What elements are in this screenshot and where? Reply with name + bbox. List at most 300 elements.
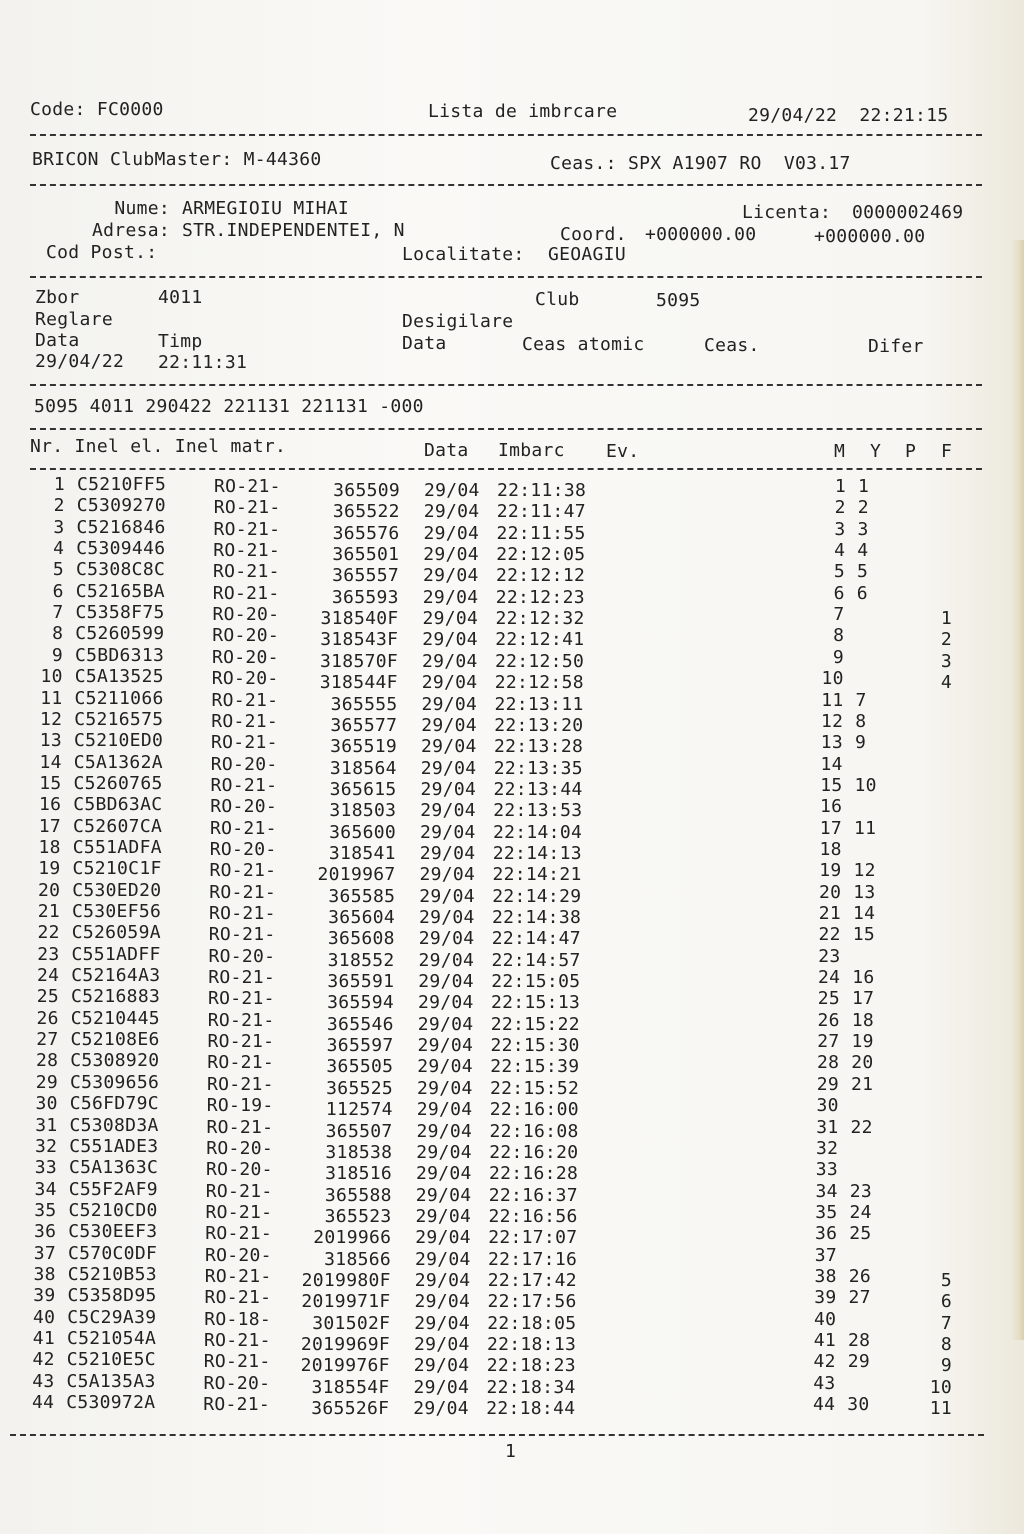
row-ring-series: RO-21- [204,1265,272,1287]
row-m: 22 [818,924,841,946]
divider [30,134,982,136]
row-ring-series: RO-21- [206,1116,274,1138]
difer-label: Difer [868,336,924,357]
row-nr: 18 [38,836,61,858]
row-ring-series: RO-20- [208,945,276,967]
row-date: 29/04 [421,714,477,736]
row-nr: 9 [51,644,63,666]
row-f: 3 [940,650,952,672]
row-m: 5 [833,561,845,583]
row-electronic-ring: C521054A [67,1328,157,1349]
owner-name: ARMEGIOIU MIHAI [182,198,350,219]
row-f: 7 [940,1312,952,1334]
row-electronic-ring: C5BD63AC [73,794,163,816]
row-date: 29/04 [420,821,476,843]
row-ring-series: RO-20- [211,668,279,690]
row-nr: 36 [33,1221,57,1243]
row-ring-number: 365594 [327,992,394,1014]
row-y: 5 [857,561,869,583]
row-ring-series: RO-21- [211,710,279,732]
data-label: Data [35,330,80,351]
row-date: 29/04 [418,992,474,1014]
row-nr: 44 [31,1392,55,1414]
row-y: 30 [847,1394,870,1416]
row-date: 29/04 [419,842,476,864]
row-m: 33 [815,1159,838,1181]
row-date: 29/04 [421,736,477,758]
row-ring-series: RO-21- [213,497,281,519]
row-y: 14 [853,903,876,924]
row-time: 22:16:37 [488,1184,578,1206]
row-m: 28 [816,1052,840,1074]
row-electronic-ring: C5BD6313 [75,644,165,666]
row-time: 22:15:05 [491,971,581,993]
row-m: 44 [812,1394,836,1416]
row-ring-number: 365591 [327,971,395,993]
row-nr: 10 [40,666,63,688]
row-nr: 24 [36,965,60,987]
row-y: 10 [854,774,877,796]
row-ring-series: RO-20- [206,1159,273,1181]
row-ring-number: 365597 [326,1035,394,1057]
row-date: 29/04 [419,885,475,907]
row-y: 28 [848,1330,871,1351]
row-date: 29/04 [413,1376,470,1398]
row-nr: 2 [53,495,65,517]
row-ring-series: RO-21- [208,988,275,1010]
row-electronic-ring: C5309270 [76,495,166,517]
row-electronic-ring: C5308920 [70,1050,160,1072]
row-time: 22:17:16 [488,1248,578,1270]
row-y: 1 [858,476,870,497]
row-nr: 1 [53,474,65,495]
row-time: 22:16:20 [489,1141,579,1163]
row-time: 22:14:29 [492,885,582,907]
row-m: 23 [818,945,841,967]
row-ring-series: RO-20- [210,796,278,818]
row-date: 29/04 [418,949,475,971]
zbor-label: Zbor [35,287,80,308]
row-electronic-ring: C530EF56 [72,901,162,922]
postcode-label: Cod Post.: [46,242,158,263]
row-nr: 6 [52,580,64,602]
row-time: 22:11:47 [496,501,586,523]
row-nr: 33 [34,1157,57,1179]
row-electronic-ring: C526059A [71,922,161,944]
reglare-time: 22:11:31 [158,352,248,373]
row-nr: 32 [34,1135,58,1157]
name-label: Nume: [114,198,170,219]
row-m: 31 [816,1116,839,1138]
row-time: 22:16:56 [488,1205,578,1227]
row-time: 22:14:21 [492,864,582,886]
row-ring-number: 365501 [332,544,400,566]
row-ring-number: 2019976F [300,1355,390,1377]
row-ring-series: RO-21- [211,689,279,711]
row-electronic-ring: C52164A3 [71,965,161,987]
row-ring-series: RO-21- [209,881,277,903]
row-y: 7 [855,689,867,711]
row-ring-number: 365555 [330,693,398,715]
row-ring-series: RO-21- [207,1031,275,1053]
row-date: 29/04 [422,650,478,672]
row-f: 8 [940,1334,952,1355]
row-ring-series: RO-20- [212,646,279,668]
row-m: 24 [817,967,841,989]
row-ring-series: RO-21- [205,1180,273,1202]
row-ring-series: RO-21- [213,561,280,583]
row-nr: 21 [37,901,60,922]
reglare-date: 29/04/22 [35,351,125,372]
report-title: Lista de imbrcare [428,101,618,122]
row-m: 40 [813,1308,837,1330]
row-electronic-ring: C530ED20 [72,879,162,901]
row-ring-series: RO-18- [204,1308,272,1330]
row-time: 22:13:35 [493,757,583,779]
row-y: 20 [851,1052,874,1074]
row-date: 29/04 [415,1227,471,1249]
row-ring-number: 365525 [326,1077,393,1099]
row-m: 43 [813,1372,836,1394]
row-ring-number: 2019966 [313,1227,392,1249]
owner-address: STR.INDEPENDENTEI, N [182,220,405,241]
row-ring-series: RO-21- [209,860,277,882]
row-nr: 25 [36,986,59,1008]
row-nr: 13 [39,730,62,752]
row-m: 9 [832,646,844,668]
row-y: 24 [849,1201,872,1223]
row-date: 29/04 [419,864,476,886]
row-f: 9 [940,1355,952,1377]
row-ring-number: 318570F [320,650,398,672]
row-nr: 7 [52,602,64,624]
row-m: 25 [817,988,840,1010]
row-m: 15 [820,774,843,796]
row-date: 29/04 [417,1077,473,1099]
row-date: 29/04 [416,1163,472,1185]
row-electronic-ring: C52108E6 [70,1029,160,1051]
row-y: 11 [854,817,877,839]
row-y: 6 [856,582,868,604]
ceas-label: Ceas. [704,335,760,356]
row-ring-number: 318516 [325,1163,392,1185]
row-time: 22:14:38 [492,907,582,928]
row-date: 29/04 [422,608,479,630]
row-time: 22:13:53 [493,800,583,822]
row-electronic-ring: C55F2AF9 [68,1178,158,1200]
row-m: 13 [820,732,843,754]
row-electronic-ring: C5216883 [71,986,161,1008]
row-nr: 31 [35,1114,58,1136]
row-electronic-ring: C5210ED0 [74,730,164,752]
row-m: 38 [814,1265,837,1287]
row-time: 22:14:57 [491,949,581,971]
row-nr: 20 [37,879,61,901]
row-nr: 14 [39,751,62,773]
row-ring-number: 365505 [326,1056,394,1078]
row-ring-number: 318543F [320,629,399,651]
row-m: 14 [820,753,843,775]
row-m: 3 [834,518,846,540]
row-y: 26 [848,1265,872,1287]
clock-info: Ceas.: SPX A1907 RO V03.17 [550,153,851,174]
coord-y: +000000.00 [814,226,926,247]
row-m: 30 [816,1095,839,1117]
row-nr: 27 [36,1029,59,1051]
row-time: 22:15:39 [490,1056,580,1078]
row-date: 29/04 [422,629,478,651]
address-label: Adresa: [92,220,170,241]
row-f: 5 [940,1269,952,1291]
row-nr: 29 [35,1071,58,1093]
row-time: 22:18:13 [487,1334,577,1355]
row-electronic-ring: C5210B53 [67,1263,157,1285]
row-m: 1 [834,476,846,497]
row-ring-series: RO-20- [210,753,278,775]
row-nr: 15 [39,772,62,794]
row-ring-series: RO-20- [212,625,280,647]
row-m: 7 [833,604,845,626]
col-data: Data [424,440,469,461]
row-ring-series: RO-20- [212,604,280,626]
row-f: 6 [940,1291,952,1313]
row-time: 22:18:34 [486,1376,576,1398]
row-nr: 37 [33,1242,56,1264]
row-time: 22:13:11 [494,693,584,715]
row-date: 29/04 [420,800,476,822]
row-ring-number: 318538 [325,1141,393,1163]
club-label: Club [535,289,580,310]
row-time: 22:18:05 [487,1312,577,1334]
row-m: 17 [819,817,842,839]
row-nr: 17 [38,815,61,837]
row-m: 35 [815,1201,838,1223]
row-m: 8 [833,625,845,647]
row-m: 18 [819,838,842,860]
row-electronic-ring: C5309446 [76,538,166,560]
row-electronic-ring: C5260599 [75,623,165,645]
row-date: 29/04 [417,1035,474,1057]
locality-label: Localitate: [402,244,525,265]
licence-number: 0000002469 [852,202,964,223]
row-y: 27 [848,1287,871,1309]
row-ring-series: RO-20- [206,1137,274,1159]
row-ring-number: 2019980F [301,1269,391,1291]
coord-label: Coord. [560,224,627,245]
row-nr: 34 [34,1178,57,1200]
row-time: 22:17:42 [487,1269,577,1291]
row-time: 22:12:50 [495,650,585,672]
row-ring-number: 112574 [325,1099,393,1121]
row-electronic-ring: C570C0DF [68,1242,158,1264]
row-time: 22:15:30 [490,1035,580,1057]
row-f: 2 [940,629,952,651]
row-date: 29/04 [418,971,474,993]
row-date: 29/04 [413,1398,469,1420]
divider [30,468,982,470]
row-nr: 22 [37,922,60,944]
row-date: 29/04 [420,778,477,800]
row-ring-number: 318554F [311,1376,390,1398]
row-m: 6 [833,582,845,604]
row-electronic-ring: C5358D95 [67,1285,157,1307]
row-electronic-ring: C56FD79C [69,1093,159,1115]
row-ring-series: RO-19- [206,1095,274,1117]
row-ring-number: 365585 [328,885,396,907]
row-m: 21 [818,903,841,924]
row-m: 42 [813,1351,836,1373]
divider [30,184,982,186]
row-ring-series: RO-21- [204,1330,271,1351]
desigilare-data-label: Data [402,333,447,354]
row-f: 1 [940,608,952,630]
row-electronic-ring: C5216575 [74,708,164,730]
row-electronic-ring: C5210E5C [66,1349,156,1371]
row-nr: 30 [35,1093,58,1115]
row-electronic-ring: C530972A [66,1392,156,1414]
row-electronic-ring: C5210445 [70,1007,160,1029]
row-m: 39 [814,1287,837,1309]
report-code: Code: FC0000 [30,99,164,120]
row-date: 29/04 [416,1120,473,1142]
row-ring-number: 365588 [324,1184,392,1206]
row-time: 22:12:58 [494,672,584,694]
row-date: 29/04 [417,1056,473,1078]
row-m: 41 [813,1330,836,1351]
row-date: 29/04 [417,1013,474,1035]
row-ring-series: RO-21- [203,1394,271,1416]
row-time: 22:12:23 [495,586,585,608]
row-electronic-ring: C5A135A3 [66,1370,156,1392]
row-ring-number: 365557 [332,565,399,587]
row-date: 29/04 [421,693,478,715]
row-date: 29/04 [423,501,480,523]
row-date: 29/04 [423,522,480,544]
club-value: 5095 [656,290,701,311]
row-y: 4 [857,540,869,562]
row-electronic-ring: C5358F75 [75,602,165,624]
row-ring-number: 365507 [325,1120,393,1142]
row-ring-number: 365522 [332,501,400,523]
col-y: Y [870,441,882,462]
row-time: 22:13:44 [493,778,583,800]
row-y: 2 [857,497,869,519]
row-ring-series: RO-20- [209,838,277,860]
row-ring-number: 2019969F [300,1334,390,1355]
row-f: 10 [929,1376,952,1398]
row-ring-number: 365593 [331,586,399,608]
row-nr: 23 [37,943,60,965]
row-time: 22:11:38 [497,480,587,501]
row-electronic-ring: C5260765 [73,772,163,794]
row-ring-number: 365523 [324,1205,392,1227]
row-date: 29/04 [424,480,480,501]
paper-edge-shadow [1010,240,1024,1340]
col-imbarc: Imbarc [498,440,565,461]
row-date: 29/04 [414,1312,470,1334]
row-ring-series: RO-20- [205,1244,272,1266]
row-m: 36 [814,1223,838,1245]
row-y: 25 [849,1223,872,1245]
row-y: 13 [853,881,876,903]
locality: GEOAGIU [548,244,626,265]
row-electronic-ring: C551ADFA [72,836,162,858]
row-y: 16 [852,967,875,989]
row-m: 16 [819,796,843,818]
row-ring-series: RO-21- [207,1009,275,1031]
row-nr: 19 [38,858,61,880]
row-ring-series: RO-21- [203,1351,271,1373]
row-time: 22:16:00 [489,1099,579,1121]
col-nr-inel: Nr. Inel el. Inel matr. [30,436,287,457]
row-date: 29/04 [423,544,479,566]
row-time: 22:13:28 [494,736,584,758]
row-time: 22:16:08 [489,1120,579,1142]
row-time: 22:16:28 [489,1163,579,1185]
row-time: 22:12:32 [495,608,585,630]
row-ring-series: RO-21- [213,540,281,562]
row-ring-series: RO-21- [210,817,277,839]
row-ring-number: 365509 [333,480,400,501]
row-ring-number: 365576 [332,522,400,544]
row-y: 23 [849,1180,873,1202]
row-date: 29/04 [413,1355,470,1377]
row-ring-number: 365519 [330,736,397,758]
row-nr: 3 [53,516,65,538]
row-nr: 4 [53,538,65,560]
row-y: 8 [855,710,867,732]
row-time: 22:17:07 [488,1227,578,1249]
row-m: 20 [818,881,842,903]
row-date: 29/04 [420,757,477,779]
row-y: 12 [853,860,876,882]
row-y: 18 [851,1009,875,1031]
row-time: 22:15:52 [490,1077,580,1099]
row-nr: 11 [40,687,63,709]
row-m: 2 [834,497,846,519]
row-ring-series: RO-21- [205,1201,273,1223]
row-m: 19 [819,860,842,882]
row-ring-number: 2019971F [301,1291,391,1313]
row-m: 29 [816,1073,839,1095]
row-date: 29/04 [423,565,479,587]
row-time: 22:17:56 [487,1291,577,1313]
row-date: 29/04 [416,1099,473,1121]
row-ring-number: 365600 [329,821,396,843]
row-time: 22:15:13 [491,992,581,1014]
col-p: P [905,441,917,462]
row-time: 22:14:47 [491,928,581,950]
row-nr: 43 [32,1370,55,1392]
row-time: 22:18:23 [486,1355,576,1377]
row-ring-series: RO-20- [203,1372,271,1394]
row-electronic-ring: C52165BA [75,580,165,602]
divider [30,428,982,430]
summary-line: 5095 4011 290422 221131 221131 -000 [34,396,424,417]
row-ring-series: RO-21- [208,967,276,989]
row-electronic-ring: C5308C8C [76,559,166,581]
row-nr: 12 [39,708,63,730]
row-electronic-ring: C5216846 [76,516,166,538]
row-ring-number: 318541 [328,842,396,864]
row-y: 19 [851,1031,874,1053]
licence-label: Licenta: [742,202,832,223]
row-electronic-ring: C5308D3A [69,1114,159,1136]
row-nr: 38 [33,1263,56,1285]
row-ring-series: RO-21- [207,1052,275,1074]
row-time: 22:12:05 [496,544,586,566]
divider [10,1434,984,1436]
